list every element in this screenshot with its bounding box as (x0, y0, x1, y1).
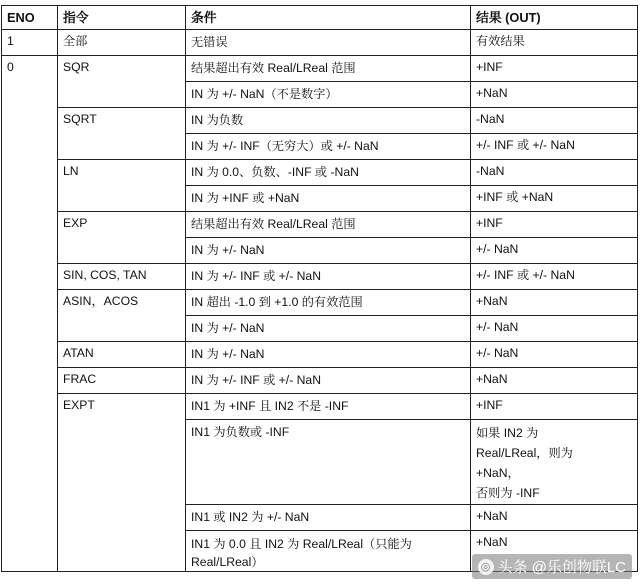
condition-cell: IN1 为负数或 -INF (186, 420, 471, 505)
table-row (2, 108, 638, 134)
condition-cell: IN 为 +/- NaN (186, 342, 471, 368)
watermark (472, 554, 632, 579)
result-cell: +NaN (471, 82, 638, 108)
result-cell: +INF 或 +NaN (471, 186, 638, 212)
result-cell: +/- NaN (471, 316, 638, 342)
result-cell: +INF (471, 56, 638, 82)
eno-cell: 0 (2, 56, 58, 572)
condition-cell: IN 为 +/- NaN (186, 316, 471, 342)
instruction-cell: FRAC (58, 368, 186, 394)
condition-cell: IN1 为 +INF 且 IN2 不是 -INF (186, 394, 471, 420)
result-cell: +/- NaN (471, 238, 638, 264)
error-table (1, 5, 638, 572)
table-row (2, 394, 638, 420)
condition-cell: IN 为 +INF 或 +NaN (186, 186, 471, 212)
result-line: 否则为 -INF (476, 486, 540, 500)
condition-cell: IN 超出 -1.0 到 +1.0 的有效范围 (186, 290, 471, 316)
result-cell: +NaN (471, 531, 638, 572)
table-header-row (2, 6, 638, 30)
instruction-cell: ASIN，ACOS (58, 290, 186, 342)
result-cell: +/- NaN (471, 342, 638, 368)
result-line: Real/LReal，则为 (476, 446, 573, 460)
result-cell: +/- INF 或 +/- NaN (471, 264, 638, 290)
table-row (2, 264, 638, 290)
condition-cell: IN 为 +/- NaN（不是数字） (186, 82, 471, 108)
condition-cell: IN 为负数 (186, 108, 471, 134)
watermark-name: @乐创物联LC (531, 559, 626, 576)
watermark-logo-icon: ◎ (478, 559, 494, 575)
table-row (2, 342, 638, 368)
header-eno: ENO (2, 6, 58, 30)
table-row (2, 368, 638, 394)
result-line: +NaN， (476, 466, 520, 480)
result-cell: -NaN (471, 108, 638, 134)
result-line: 如果 IN2 为 (476, 426, 539, 440)
watermark-prefix: 头条 (497, 559, 528, 576)
condition-cell: IN 为 +/- INF 或 +/- NaN (186, 368, 471, 394)
condition-cell: IN 为 +/- NaN (186, 238, 471, 264)
table-row (2, 160, 638, 186)
condition-cell: IN 为 +/- INF（无穷大）或 +/- NaN (186, 134, 471, 160)
condition-cell: IN 为 0.0、负数、-INF 或 -NaN (186, 160, 471, 186)
result-cell: +NaN (471, 368, 638, 394)
instruction-cell: SQR (58, 56, 186, 108)
condition-cell: IN 为 +/- INF 或 +/- NaN (186, 264, 471, 290)
instruction-cell: EXP (58, 212, 186, 264)
instruction-cell: SIN, COS, TAN (58, 264, 186, 290)
instruction-cell: EXPT (58, 394, 186, 572)
instruction-cell: 全部 (58, 30, 186, 56)
condition-cell: IN1 为 0.0 且 IN2 为 Real/LReal（只能为 Real/LReal） (186, 531, 471, 572)
table-row (2, 56, 638, 82)
header-condition: 条件 (186, 6, 471, 30)
result-cell: +INF (471, 212, 638, 238)
header-result: 结果 (OUT) (471, 6, 638, 30)
result-cell: +INF (471, 394, 638, 420)
condition-cell: 结果超出有效 Real/LReal 范围 (186, 56, 471, 82)
condition-cell: IN1 或 IN2 为 +/- NaN (186, 505, 471, 531)
instruction-cell: ATAN (58, 342, 186, 368)
table-row (2, 30, 638, 56)
result-cell: -NaN (471, 160, 638, 186)
condition-cell: 结果超出有效 Real/LReal 范围 (186, 212, 471, 238)
result-cell: +/- INF 或 +/- NaN (471, 134, 638, 160)
instruction-cell: SQRT (58, 108, 186, 160)
table-row (2, 212, 638, 238)
result-cell (471, 420, 638, 505)
condition-cell: 无错误 (186, 30, 471, 56)
table-row (2, 290, 638, 316)
result-cell: +NaN (471, 505, 638, 531)
eno-cell: 1 (2, 30, 58, 56)
result-cell: 有效结果 (471, 30, 638, 56)
result-cell: +NaN (471, 290, 638, 316)
header-instruction: 指令 (58, 6, 186, 30)
instruction-cell: LN (58, 160, 186, 212)
